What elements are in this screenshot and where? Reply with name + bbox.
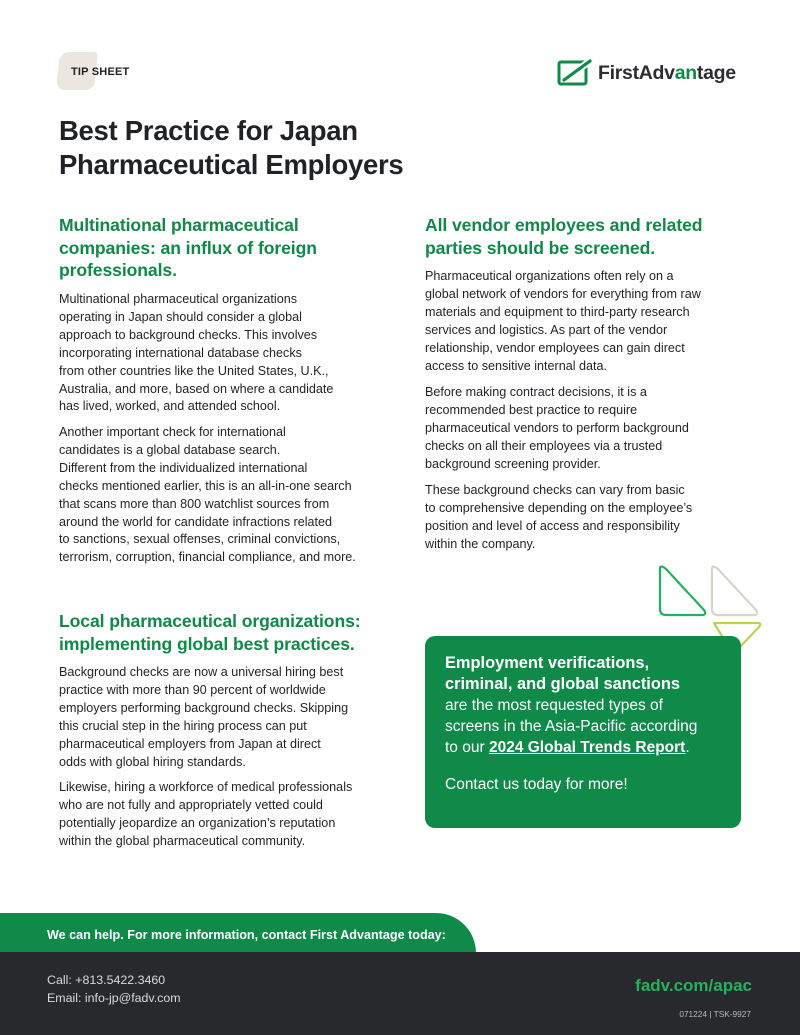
- callout-bold-line-2: criminal, and global sanctions: [445, 675, 680, 693]
- section-heading-vendors: All vendor employees and related parties should be screened.: [425, 215, 703, 258]
- section-heading-multinational: Multinational pharmaceutical companies: an influx of foreign professionals.: [59, 215, 317, 280]
- document-code: 071224 | TSK-9927: [679, 1009, 751, 1019]
- website-link[interactable]: fadv.com/apac: [635, 976, 752, 995]
- first-advantage-logo[interactable]: [557, 58, 736, 88]
- paragraph-vendors-2: Before making contract decisions, it is a recommended best practice to require pharmaceutical vendors to perform background checks on all their employees via a trusted background screening provider.: [425, 385, 689, 471]
- callout-cta: Contact us today for more!: [445, 776, 628, 793]
- global-trends-report-link[interactable]: 2024 Global Trends Report: [488, 739, 686, 756]
- paragraph-local-1: Background checks are now a universal hiring best practice with more than 90 percent of worldwide employers performing background checks. Skipping this crucial step in the hiring process can put pharmaceutical employers from Japan at direct odds with global hiring standards.: [59, 665, 349, 769]
- paragraph-multinational-2: Another important check for international candidates is a global database search. Different from the individualized international checks mentioned earlier, this is an all-in-one search that scans more than 800 watchlist sources from around the world for candidate infractions related to sanctions, sexual offenses, criminal convictions, terrorism, corruption, financial compliance, and more.: [59, 425, 356, 565]
- callout-box: [425, 636, 741, 828]
- callout-bold-line-1: Employment verifications,: [445, 654, 650, 672]
- paragraph-local-2: Likewise, hiring a workforce of medical professionals who are not fully and appropriately vetted could potentially jeopardize an organization’s reputation within the global pharmaceutical community.: [59, 780, 353, 848]
- contact-phone[interactable]: Call: +813.5422.3460: [47, 973, 166, 987]
- footer-band-text: We can help. For more information, contact First Advantage today:: [47, 928, 446, 942]
- paragraph-vendors-1: Pharmaceutical organizations often rely on a global network of vendors for everything from raw materials and equipment to third-party research services and logistics. As part of the vendor relationship, vendor employees can gain direct access to sensitive internal data.: [425, 269, 701, 373]
- first-advantage-wordmark: FirstAdvantage: [598, 61, 736, 84]
- paragraph-multinational-1: Multinational pharmaceutical organizations operating in Japan should consider a global approach to background checks. This involves incorporating international database checks from other countries like the United States, U.K., Australia, and more, based on where a candidate has lived, worked, and attended school.: [59, 292, 334, 414]
- tip-sheet-tag: TIP SHEET: [71, 66, 130, 78]
- callout-line-3: are the most requested types of: [445, 697, 663, 714]
- paragraph-vendors-3: These background checks can vary from basic to comprehensive depending on the employee’s position and level of access and responsibility within the company.: [425, 483, 693, 551]
- first-advantage-logo-icon: [557, 59, 593, 87]
- contact-email[interactable]: Email: info-jp@fadv.com: [47, 991, 181, 1005]
- callout-line-5: to our 2024 Global Trends Report.: [445, 739, 690, 756]
- section-heading-local: Local pharmaceutical organizations: implementing global best practices.: [59, 611, 361, 654]
- page-title: Best Practice for Japan Pharmaceutical Employers: [59, 115, 404, 180]
- callout-line-4: screens in the Asia-Pacific according: [445, 718, 698, 735]
